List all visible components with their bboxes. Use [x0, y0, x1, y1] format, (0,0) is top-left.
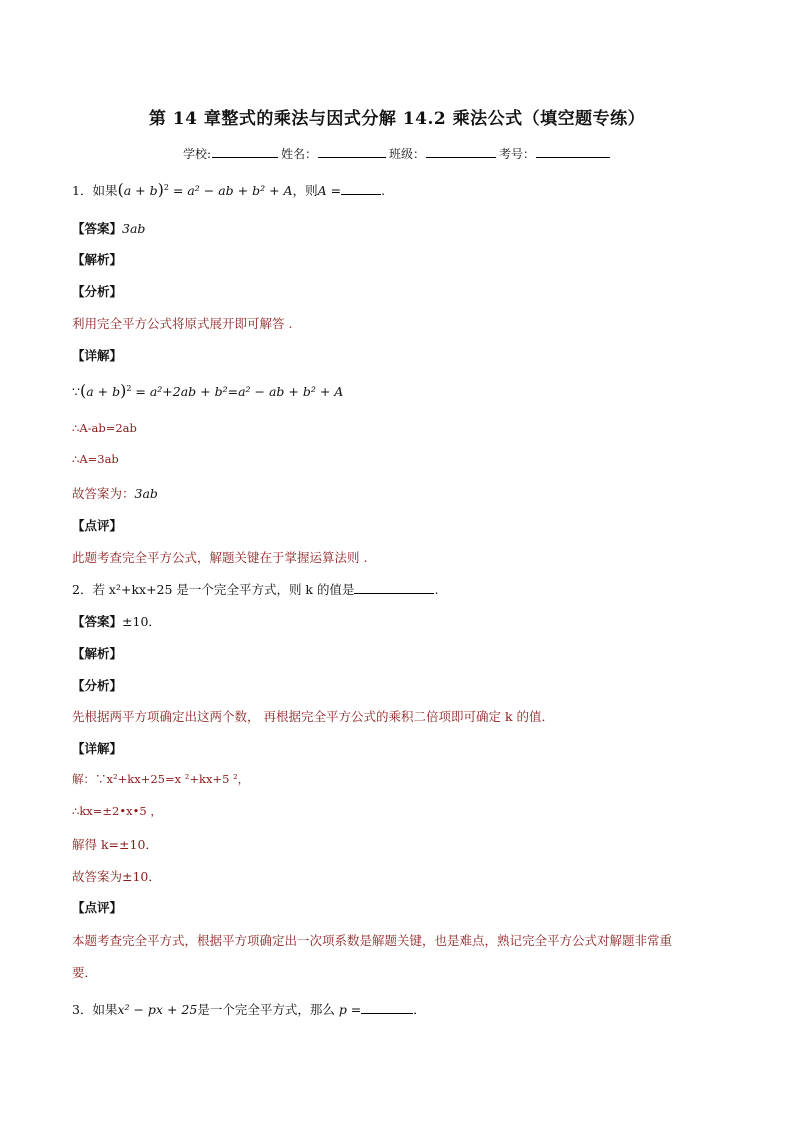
question-3: 3．如果x² − px + 25是一个完全平方式，那么 p = ． [72, 1002, 426, 1017]
q2-answer-blank[interactable] [354, 582, 434, 594]
class-label: 班级： [389, 147, 426, 161]
q2-detail-2: ∴kx=±2•x•5 ， [72, 804, 162, 818]
q3-answer-blank[interactable] [361, 1002, 413, 1014]
q1-answer-row [72, 219, 145, 237]
q1-comment: 此题考查完全平方公式，解题关键在于掌握运算法则 . [72, 550, 368, 565]
solution-tag-2: 【解析】 [72, 646, 123, 661]
exam-number-label: 考号： [499, 147, 536, 161]
school-label: 学校: [182, 147, 211, 161]
detail-tag: 【详解】 [72, 348, 123, 363]
q1-detail-equation: ∵(a + b)$^2$ = a²+2ab + b²=a² − ab + b² + A [72, 381, 344, 400]
q2-answer: ±10． [122, 614, 161, 629]
student-info-fields [0, 145, 794, 162]
q2-detail-3: 解得 k=±10． [72, 837, 158, 852]
q2-comment-line-1: 本题考查完全平方式，根据平方项确定出一次项系数是解题关键，也是难点，熟记完全平方公式对解题非常重 [72, 933, 673, 948]
school-input[interactable] [212, 146, 278, 158]
q1-step-2: ∴A=3ab [72, 452, 119, 466]
q1-expr-right: = a² − ab + b² + A [168, 183, 293, 198]
q2-answer-row: 【答案】±10． [72, 614, 161, 629]
q2-detail-4: 故答案为±10． [72, 869, 161, 884]
q2-analysis: 先根据两平方项确定出这两个数， 再根据完全平方公式的乘积二倍项即可确定 k 的值． [72, 709, 554, 724]
q1-step-1: ∴A-ab=2ab [72, 421, 137, 435]
solution-tag: 【解析】 [72, 252, 123, 267]
class-input[interactable] [426, 146, 496, 158]
comment-tag: 【点评】 [72, 518, 123, 533]
q2-detail-1: 解：∵x²+kx+25=x ²+kx+5 ²， [72, 772, 250, 786]
answer-tag: 【答案】 [72, 221, 123, 236]
comment-tag-2: 【点评】 [72, 900, 123, 915]
detail-tag-2: 【详解】 [72, 741, 123, 756]
name-label: 姓名： [281, 147, 318, 161]
page-title: 第 14 章整式的乘法与因式分解 14.2 乘法公式（填空题专练） [148, 109, 646, 129]
q1-answer: 3ab [122, 221, 146, 236]
question-2: 2．若 x²+kx+25 是一个完全平方式，则 k 的值是 . [72, 582, 439, 597]
exam-number-input[interactable] [536, 146, 610, 158]
analysis-tag: 【分析】 [72, 284, 123, 299]
q2-comment-line-2: 要． [72, 965, 98, 980]
question-1: 1．如果$(a + b)^2 = a^2$ − ab + b² + A，则A = . [72, 180, 386, 199]
analysis-tag-2: 【分析】 [72, 678, 123, 693]
q3-expr: x² − px + 25 [117, 1002, 198, 1017]
q1-final: 故答案为：3ab [72, 486, 158, 501]
q1-expr-left: a + b [123, 183, 158, 198]
name-input[interactable] [318, 146, 386, 158]
q1-analysis: 利用完全平方公式将原式展开即可解答 . [72, 316, 293, 331]
q1-answer-blank[interactable] [341, 183, 381, 195]
